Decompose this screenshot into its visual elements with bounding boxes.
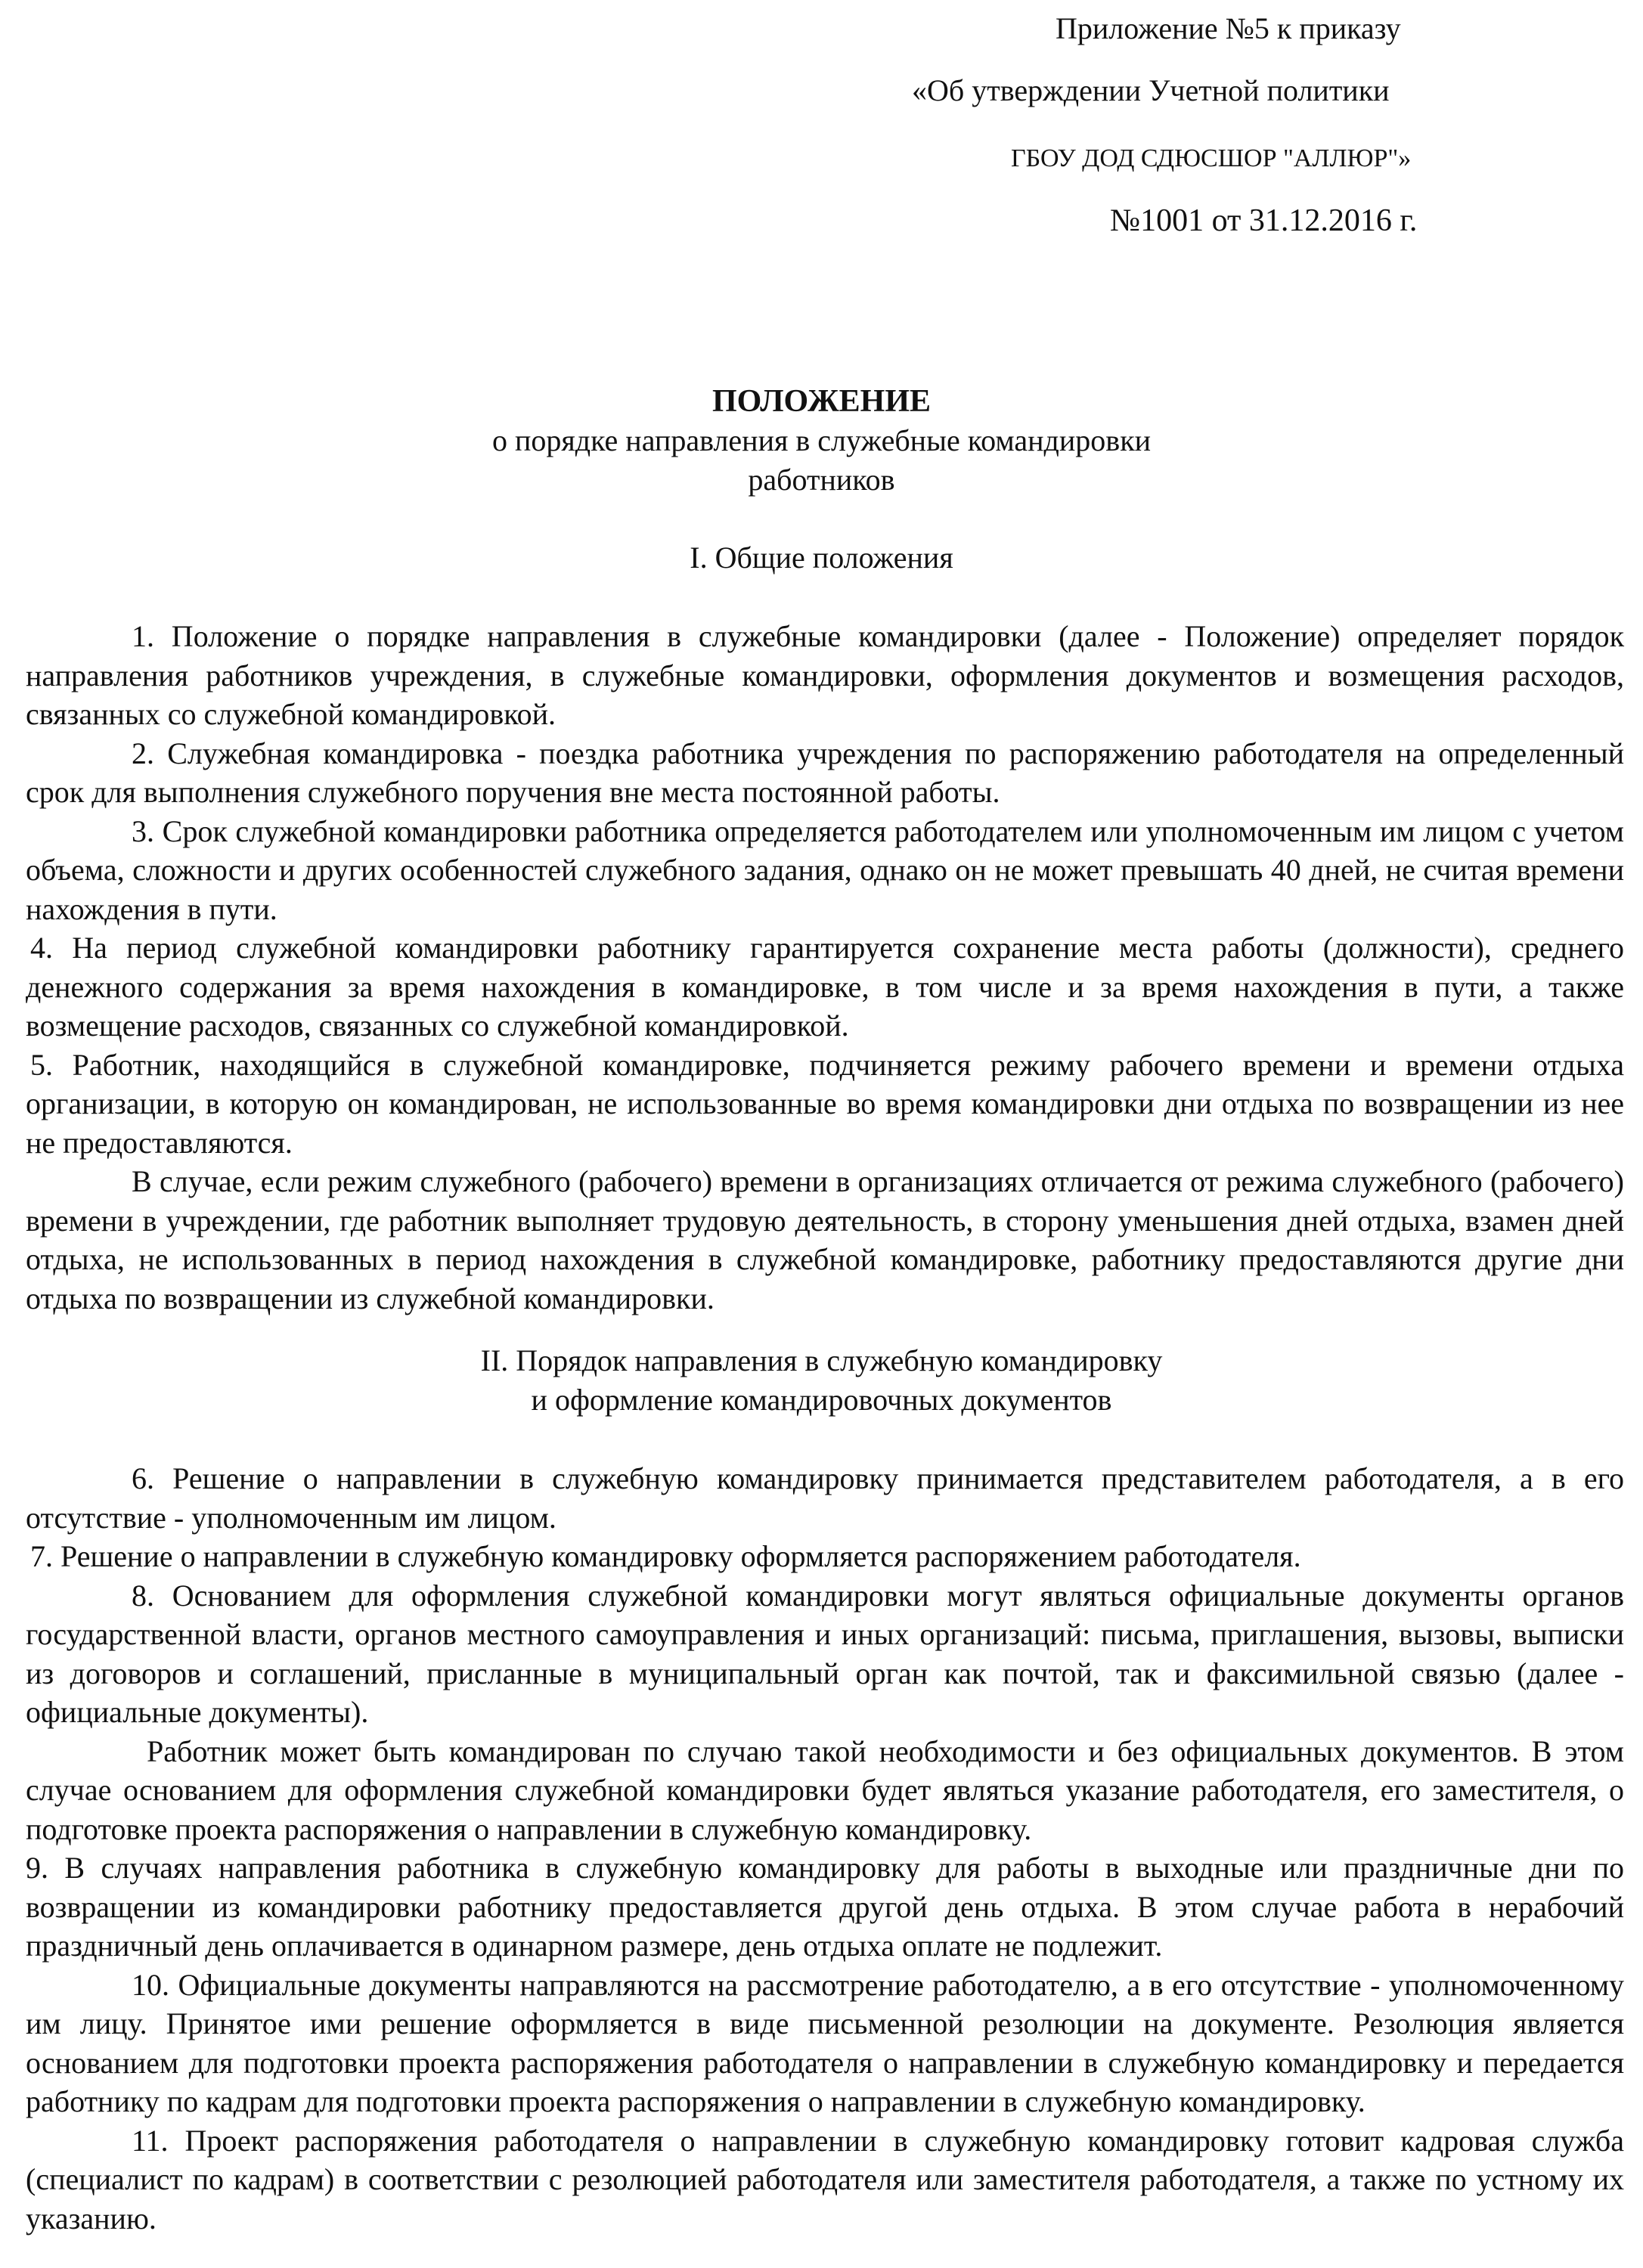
paragraph-9: 9. В случаях направления работника в служебную командировку для работы в выходные или праздничные дни по возвращении из командировки работнику предоставляется другой день отдыха. В этом случае работа в нерабочий праздничный день оплачивается в одинарном размере, день отдыха оплате не подлежит. [26, 1851, 1624, 1963]
paragraph-2: 2. Служебная командировка - поездка работника учреждения по распоряжению работодателя на определенный срок для выполнения служебного поручения вне места постоянной работы. [26, 736, 1624, 809]
order-number-date-line: №1001 от 31.12.2016 г. [1110, 203, 1418, 238]
paragraph-8-continued: Работник может быть командирован по случаю такой необходимости и без официальных документов. В этом случае основанием для оформления служебной командировки будет являться указание работодателя, его заместителя, о подготовке проекта распоряжения о направлении в служебную командировку. [26, 1734, 1624, 1846]
section-1-body [26, 617, 1624, 1318]
appendix-number-line: Приложение №5 к приказу [1056, 11, 1401, 45]
section-2-heading [0, 1341, 1643, 1420]
order-title-line: «Об утверждении Учетной политики [912, 73, 1390, 107]
paragraph-6: 6. Решение о направлении в служебную командировку принимается представителем работодателя, а в его отсутствие - уполномоченным им лицом. [26, 1461, 1624, 1535]
paragraph-4: 4. На период служебной командировки работнику гарантируется сохранение места работы (должности), среднего денежного содержания за время нахождения в командировке, в том числе и за время нахождения в пути, а также возмещение расходов, связанных со служебной командировкой. [26, 931, 1624, 1043]
document-title-block [0, 382, 1643, 500]
document-title: ПОЛОЖЕНИЕ [711, 384, 932, 419]
paragraph-5: 5. Работник, находящийся в служебной командировке, подчиняется режиму рабочего времени и времени отдыха организации, в которую он командирован, не использованные во время командировки дни отдыха по возвращении из нее не предоставляются. [26, 1047, 1624, 1160]
organization-name-line: ГБОУ ДОД СДЮСШОР "АЛЛЮР"» [1011, 144, 1412, 172]
paragraph-5-continued: В случае, если режим служебного (рабочего) времени в организациях отличается от режима служебного (рабочего) времени в учреждении, где работник выполняет трудовую деятельность, в сторону уменьшения дней отдыха, взамен дней отдыха, не использованных в период нахождения в служебной командировке, работнику предоставляются другие дни отдыха по возвращении из служебной командировки. [26, 1164, 1624, 1315]
paragraph-3: 3. Срок служебной командировки работника определяется работодателем или уполномоченным им лицом с учетом объема, сложности и других особенностей служебного задания, однако он не может превышать 40 дней, не считая времени нахождения в пути. [26, 813, 1624, 926]
paragraph-11: 11. Проект распоряжения работодателя о направлении в служебную командировку готовит кадровая служба (специалист по кадрам) в соответствии с резолюцией работодателя или заместителя работодателя, а также по устному их указанию. [26, 2123, 1624, 2235]
paragraph-10: 10. Официальные документы направляются на рассмотрение работодателю, а в его отсутствие - уполномоченному им лицу. Принятое ими решение оформляется в виде письменной резолюции на документе. Резолюция является основанием для подготовки проекта распоряжения работодателя о направлении в служебную командировку и передается работнику по кадрам для подготовки проекта распоряжения о направлении в служебную командировку. [26, 1967, 1624, 2118]
section-2-heading-line-1: II. Порядок направления в служебную командировку [480, 1343, 1163, 1377]
paragraph-7: 7. Решение о направлении в служебную командировку оформляется распоряжением работодателя. [30, 1539, 1301, 1573]
paragraph-1: 1. Положение о порядке направления в служебные командировки (далее - Положение) определяет порядок направления работников учреждения, в служебные командировки, оформления документов и возмещения расходов, связанных со служебной командировкой. [26, 619, 1624, 731]
document-subtitle-line-2: работников [748, 463, 895, 497]
paragraph-8: 8. Основанием для оформления служебной командировки могут являться официальные документы органов государственной власти, органов местного самоуправления и иных организаций: письма, приглашения, вызовы, выписки из договоров и соглашений, присланные в муниципальный орган как почтой, так и факсимильной связью (далее - официальные документы). [26, 1578, 1624, 1729]
section-2-heading-line-2: и оформление командировочных документов [531, 1383, 1112, 1417]
document-subtitle-line-1: о порядке направления в служебные командировки [491, 423, 1152, 457]
section-2-body [26, 1459, 1624, 2238]
section-1-heading: I. Общие положения [690, 541, 953, 575]
